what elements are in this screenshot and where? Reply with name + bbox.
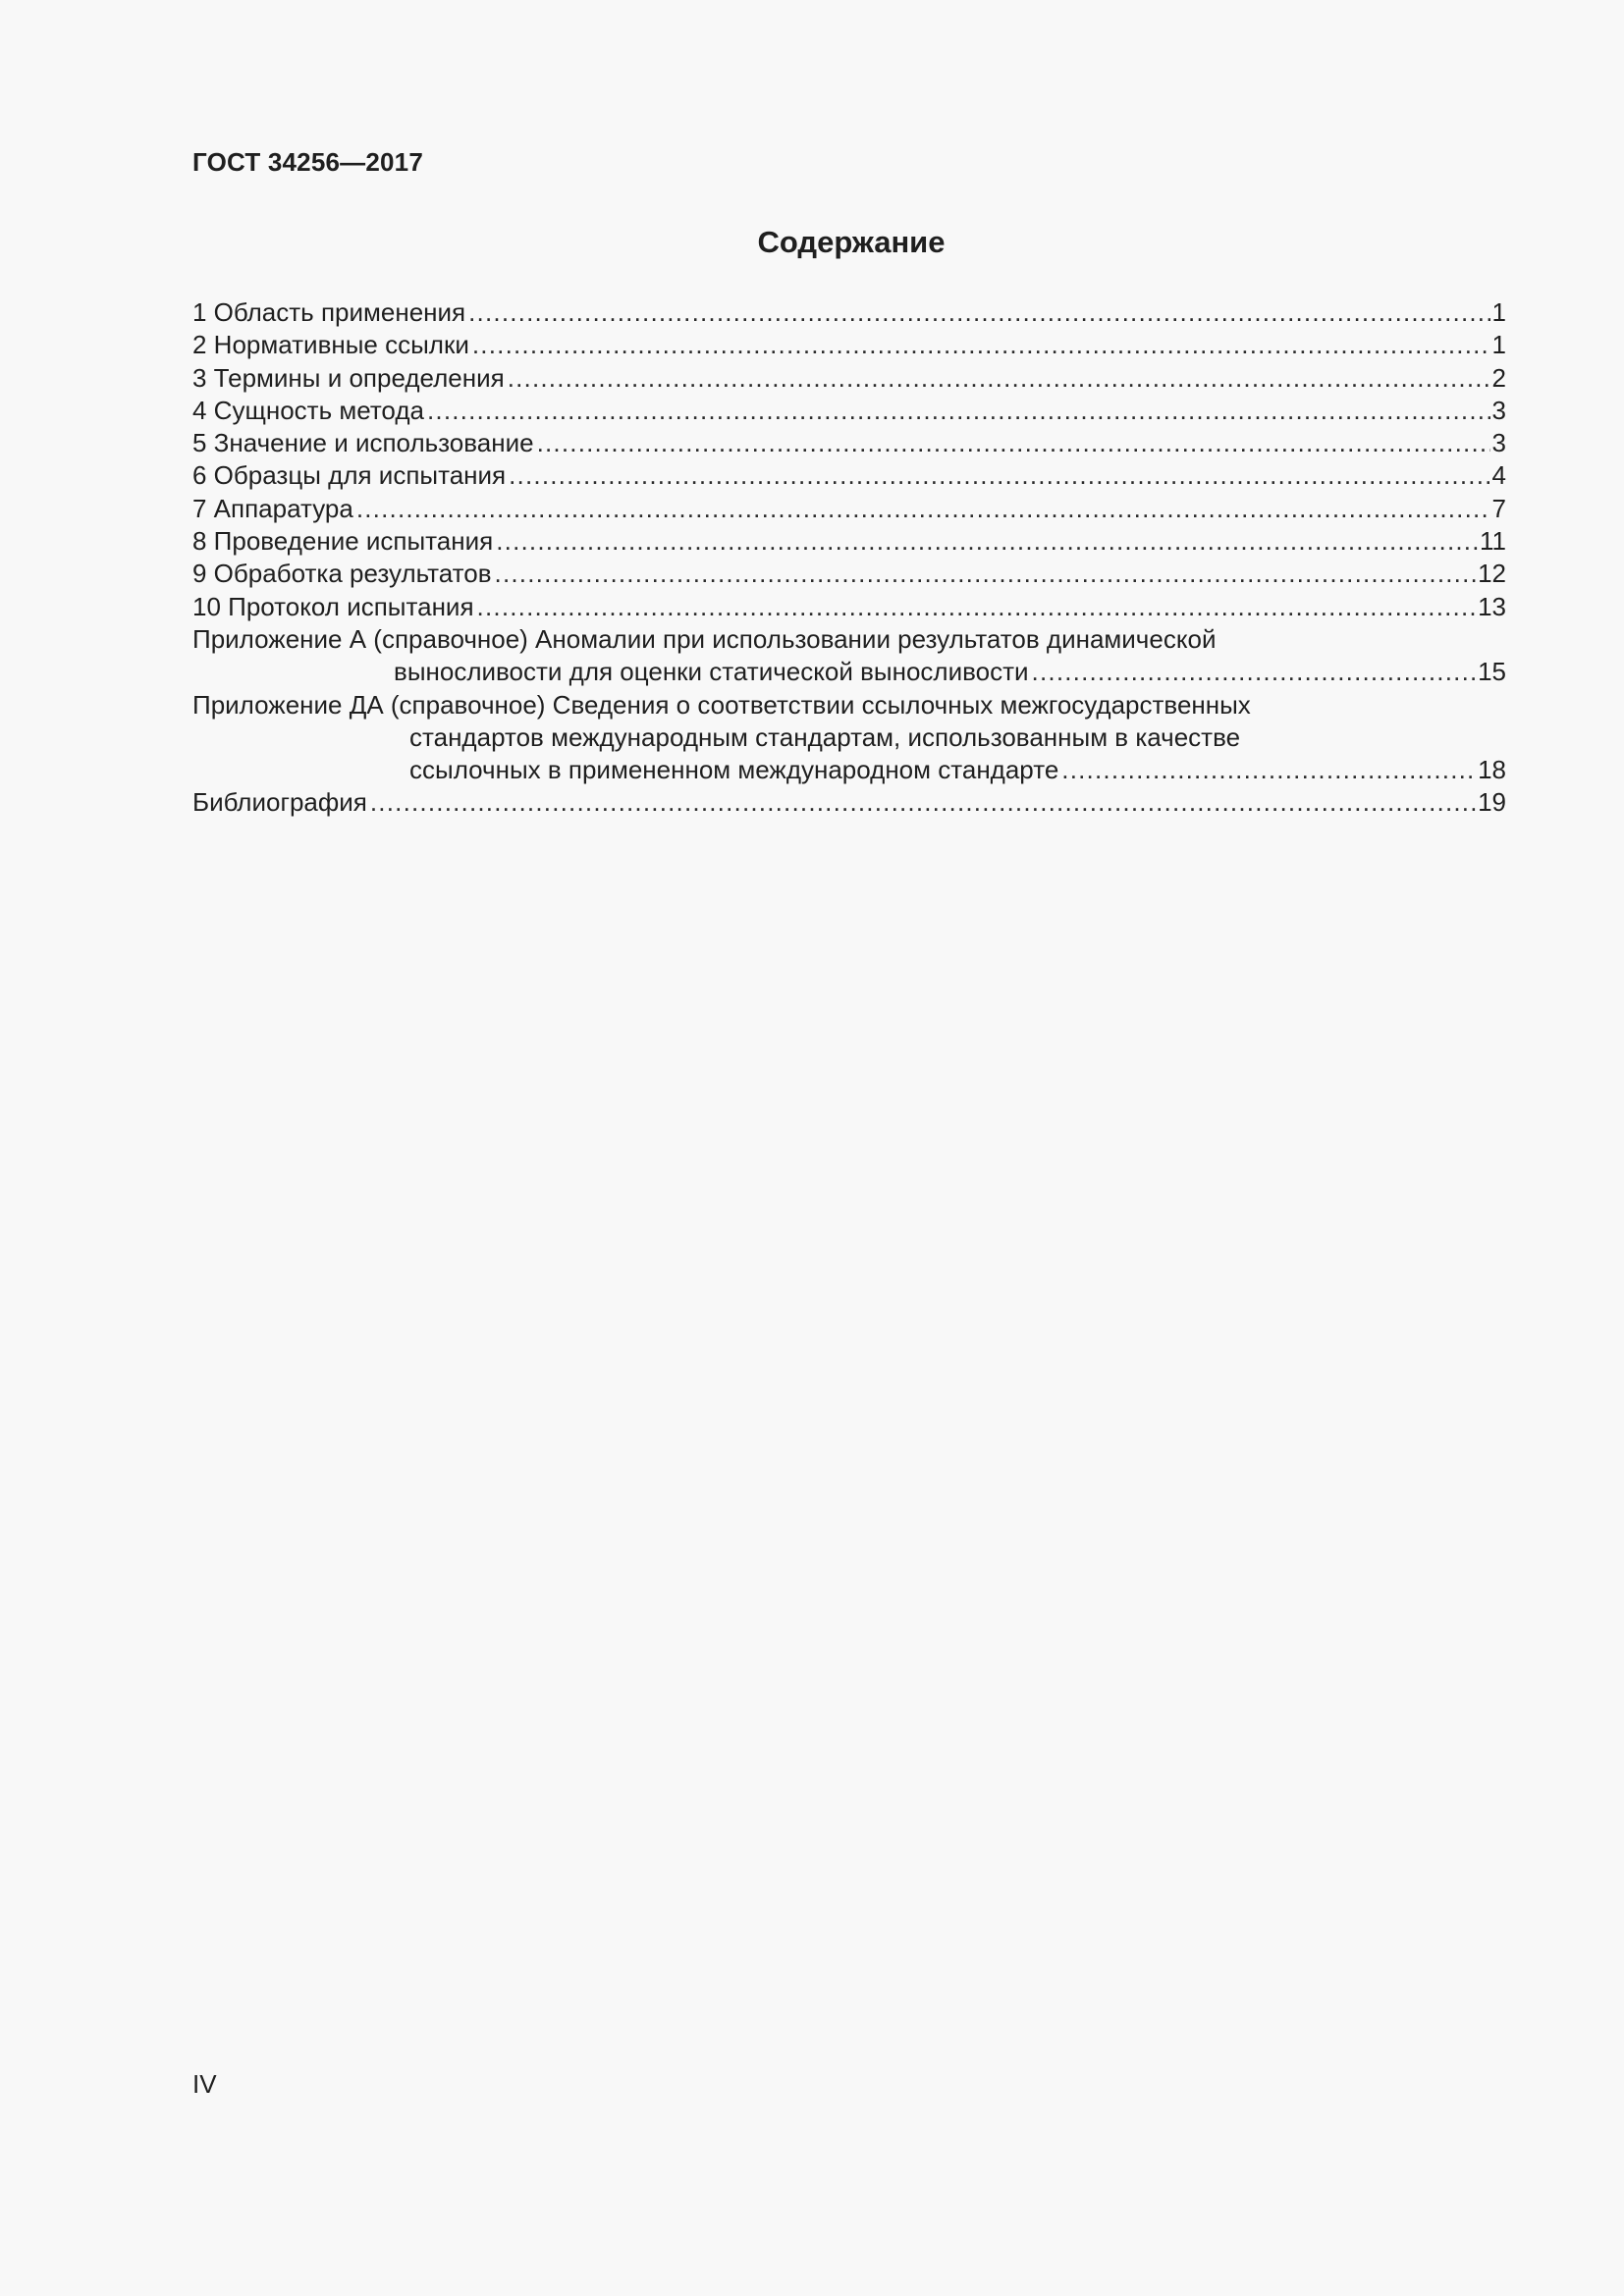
toc-entry-specimens[interactable] (192, 459, 1506, 492)
dot-leader (537, 427, 1490, 459)
toc-entry-label: 3 Термины и определения (192, 362, 505, 393)
dot-leader (495, 558, 1477, 590)
toc-entry-appendix-da[interactable] (192, 689, 1506, 787)
toc-entry-results-processing[interactable] (192, 558, 1506, 590)
toc-entry-terms[interactable] (192, 362, 1506, 395)
dot-leader (1061, 754, 1476, 786)
toc-entry-procedure[interactable] (192, 525, 1506, 558)
dot-leader (427, 395, 1490, 427)
toc-entry-page: 11 (1480, 526, 1506, 557)
dot-leader (472, 329, 1490, 361)
toc-entry-page: 15 (1478, 657, 1506, 687)
toc-entry-label: Приложение ДА (справочное) Сведения о соответствии ссылочных межгосударственных (192, 689, 1251, 720)
dot-leader (496, 525, 1478, 558)
toc-entry-scope[interactable] (192, 296, 1506, 329)
toc-entry-label: Приложение А (справочное) Аномалии при использовании результатов динамической (192, 623, 1217, 654)
dot-leader (370, 786, 1476, 819)
toc-entry-label: 8 Проведение испытания (192, 526, 494, 557)
toc-entry-page: 1 (1491, 330, 1506, 360)
toc-entry-page: 13 (1478, 591, 1506, 621)
toc-entry-label: Библиография (192, 787, 367, 818)
dot-leader (356, 493, 1490, 525)
toc-entry-label: 4 Сущность метода (192, 395, 424, 425)
toc-entry-page: 2 (1491, 362, 1506, 393)
toc-entry-label: 1 Область применения (192, 297, 466, 327)
dot-leader (509, 459, 1489, 492)
toc-entry-significance[interactable] (192, 427, 1506, 459)
toc-entry-label: 7 Аппаратура (192, 493, 353, 523)
dot-leader (508, 362, 1490, 395)
dot-leader (1032, 656, 1477, 688)
page-number: IV (192, 2069, 217, 2099)
toc-entry-label-continuation: стандартов международным стандартам, использованным в качестве (409, 721, 1241, 752)
toc-entry-bibliography[interactable] (192, 786, 1506, 819)
toc-entry-page: 19 (1478, 787, 1506, 818)
toc-entry-page: 12 (1478, 559, 1506, 589)
toc-entry-label: 2 Нормативные ссылки (192, 330, 469, 360)
dot-leader (477, 591, 1477, 623)
toc-entry-appendix-a[interactable] (192, 623, 1506, 689)
toc-entry-page: 3 (1491, 428, 1506, 458)
toc-title: Содержание (757, 225, 946, 259)
toc-entry-normative-references[interactable] (192, 329, 1506, 361)
document-code: ГОСТ 34256—2017 (192, 147, 423, 177)
toc-entry-label: 9 Обработка результатов (192, 559, 492, 589)
toc-entry-apparatus[interactable] (192, 493, 1506, 525)
toc-entry-label-continuation: выносливости для оценки статической выносливости (394, 657, 1029, 687)
toc-entry-method-essence[interactable] (192, 395, 1506, 427)
toc-entry-label: 5 Значение и использование (192, 428, 534, 458)
toc-entry-page: 3 (1491, 395, 1506, 425)
toc-entry-label: 6 Образцы для испытания (192, 460, 507, 491)
toc-entry-label: 10 Протокол испытания (192, 591, 474, 621)
dot-leader (468, 296, 1489, 329)
table-of-contents (192, 296, 1506, 820)
toc-entry-page: 4 (1491, 460, 1506, 491)
toc-entry-page: 1 (1491, 297, 1506, 327)
toc-entry-page: 7 (1491, 493, 1506, 523)
toc-entry-test-report[interactable] (192, 591, 1506, 623)
toc-entry-label-continuation: ссылочных в примененном международном стандарте (409, 755, 1059, 785)
toc-entry-page: 18 (1478, 755, 1506, 785)
